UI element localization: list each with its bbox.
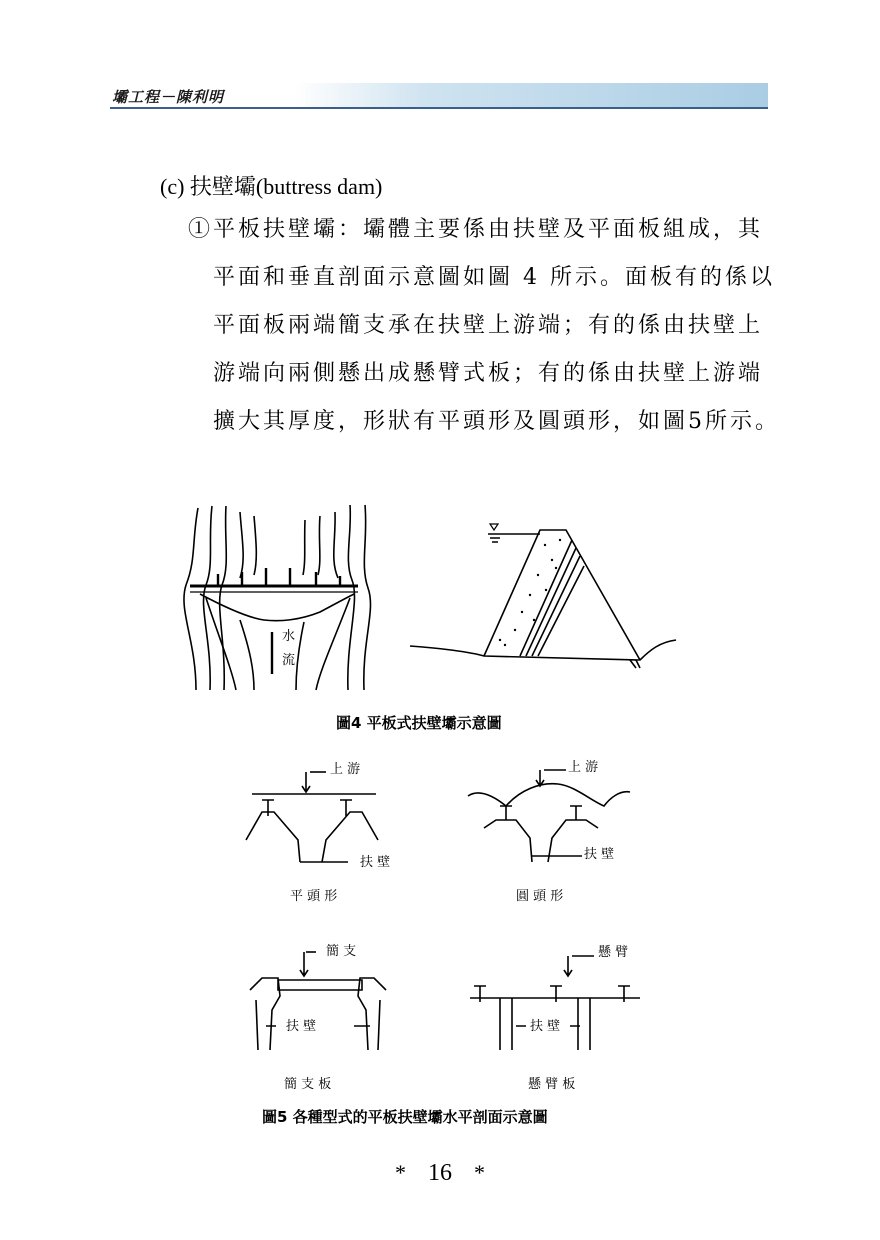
section-title: (c) 扶壁壩(buttress dam) xyxy=(160,174,383,199)
paragraph-line-2: 平面和垂直剖面示意圖如圖 4 所示。面板有的係以 xyxy=(213,265,775,290)
cantilever-label: 懸 臂 xyxy=(598,945,629,960)
footer-star-right: * xyxy=(474,1160,485,1185)
name-cantilever: 懸 臂 板 xyxy=(528,1077,576,1092)
flow-label-water: 水 xyxy=(282,629,296,644)
paragraph-line-4: 游端向兩側懸出成懸臂式板；有的係由扶壁上游端 xyxy=(213,361,764,386)
flow-label-flow: 流 xyxy=(282,653,296,668)
paragraph-line-5: 擴大其厚度，形狀有平頭形及圓頭形，如圖5所示。 xyxy=(213,409,780,434)
buttress-label-cantilever: 扶 壁 xyxy=(530,1019,561,1034)
name-simple-support: 簡 支 板 xyxy=(284,1077,332,1092)
flat-head-section xyxy=(246,772,378,862)
upstream-label-round: 上 游 xyxy=(568,760,599,775)
paragraph-line-3: 平面板兩端簡支承在扶壁上游端；有的係由扶壁上 xyxy=(213,313,764,338)
figure-4-caption: 圖4 平板式扶壁壩示意圖 xyxy=(336,714,502,732)
name-flat-head: 平 頭 形 xyxy=(290,889,338,904)
figure-5-caption: 圖5 各種型式的平板扶壁壩水平剖面示意圖 xyxy=(262,1108,548,1126)
buttress-label-simple: 扶 壁 xyxy=(286,1019,317,1034)
name-round-head: 圓 頭 形 xyxy=(516,889,564,904)
buttress-label-flat: 扶 壁 xyxy=(360,855,391,870)
simple-support-section xyxy=(250,952,386,1050)
page-number-footer xyxy=(0,1160,880,1187)
upstream-label-flat: 上 游 xyxy=(330,762,361,777)
buttress-label-round: 扶 壁 xyxy=(584,847,615,862)
paragraph-line-1: ①平板扶壁壩：壩體主要係由扶壁及平面板組成，其 xyxy=(188,217,764,242)
page-number: 16 xyxy=(428,1160,452,1186)
footer-star-left: * xyxy=(395,1160,406,1185)
cantilever-section xyxy=(470,956,640,1050)
simple-support-label: 簡 支 xyxy=(326,944,357,959)
header-title: 壩工程－陳利明 xyxy=(112,88,225,106)
